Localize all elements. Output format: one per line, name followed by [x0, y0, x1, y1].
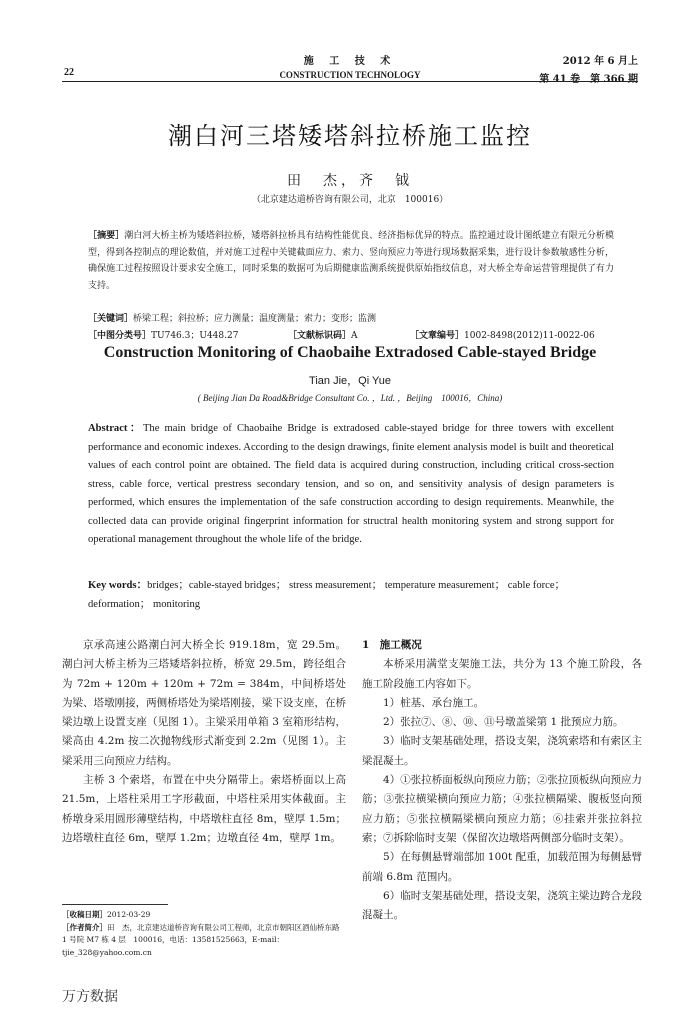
article-number-label: ［文章编号］ [410, 331, 465, 341]
authors-en: Tian Jie，Qi Yue [309, 375, 391, 387]
author-bio [62, 922, 346, 960]
page-number: 22 [64, 67, 74, 78]
journal-name-cn: 施 工 技 术 [303, 56, 397, 67]
received-value: 2012-03-29 [107, 910, 151, 919]
abstract-en-text: The main bridge of Chaobaihe Bridge is extradosed cable-stayed bridge for three towers with excellent performance and economic indexes. According to the design drawings, finite element analysis model is built and theoretical values of each control point are obtained. The field data is acquired during construction, including critical cross-section stress, cable force, vertical prestress secondary tension, and so on, and sensitivity analysis of design parameters is performed, which ensures the implementation of the safe construction according to design requirements. Meanwhile, the collected data can provide original fingerprint information for structral health monitoring system and strong support for operational management throughout the whole life of the bridge. [88, 423, 615, 546]
author-bio-label: ［作者简介］ [62, 922, 107, 932]
clc-value: TU746.3；U448.27 [151, 331, 239, 341]
clc-label: ［中图分类号］ [88, 331, 152, 341]
article-title-en: Construction Monitoring of Chaobaihe Extradosed Cable-stayed Bridge [103, 344, 597, 361]
doc-code-value: A [351, 331, 358, 341]
footnote-divider [62, 904, 168, 905]
received-label: ［收稿日期］ [62, 910, 107, 919]
keywords-cn-label: ［关键词］ [88, 314, 134, 324]
article-title-cn: 潮白河三塔矮塔斜拉桥施工监控 [168, 122, 532, 150]
body-left-column [62, 636, 346, 848]
author-bio-text: 田 杰，北京建达道桥咨询有限公司工程师，北京市朝阳区酒仙桥东路 1 号院 M7 栋 4 层 100016，电话：13581525663，E-mail：tjie_328@yahoo.com.cn [62, 922, 340, 957]
body-paragraph: 本桥采用满堂支架施工法，共分为 13 个施工阶段，各施工阶段施工内容如下。 [362, 658, 642, 690]
article-number-value: 1002-8498(2012)11-0022-06 [464, 331, 595, 341]
keywords-cn-text: 桥梁工程；斜拉桥；应力测量；温度测量；索力；变形；监测 [133, 314, 377, 324]
keywords-en [88, 577, 614, 614]
body-paragraph: 1）桩基、承台施工。 [383, 696, 485, 709]
keywords-en-text: bridges；cable-stayed bridges； stress measurement； temperature measurement； cable force； deformation； monitoring [88, 580, 566, 610]
abstract-en-label: Abstract： [88, 423, 143, 434]
footnote [62, 909, 346, 959]
abstract-en [88, 420, 614, 550]
journal-name [250, 52, 450, 80]
affiliation-cn: （北京建达道桥咨询有限公司，北京 100016） [251, 195, 449, 205]
volume-issue: 第 41 卷 第 366 期 [539, 74, 638, 85]
abstract-cn [88, 228, 614, 294]
body-right-column [362, 636, 642, 925]
body-paragraph: 京承高速公路潮白河大桥全长 919.18m，宽 29.5m。潮白河大桥主桥为三塔矮塔斜拉桥，桥宽 29.5m，跨径组合为 72m + 120m + 120m + 72m = 384m，中间桥塔处为梁、塔墩刚接，两侧桥塔处为梁塔刚接，梁下设支座，在桥梁边墩上设置支座（见图 1）。主梁采用单箱 3 室箱形结构，梁高由 4.2m 按二次抛物线形式渐变到 2.2m（见图 1）。主梁采用三向预应力结构。 [62, 639, 346, 767]
keywords-cn [88, 311, 614, 324]
clc-number [88, 328, 238, 341]
body-paragraph: 6）临时支架基础处理，搭设支架，浇筑主梁边跨合龙段混凝土。 [362, 889, 642, 922]
authors-cn: 田 杰，齐 钺 [287, 173, 413, 189]
watermark: 万方数据 [62, 989, 118, 1005]
received-date [62, 909, 346, 922]
issue-date: 2012 年 6 月上 [562, 56, 638, 67]
affiliation-en: ( Beijing Jian Da Road&Bridge Consultant Co. ，Ltd. ，Beijing 100016，China) [197, 393, 503, 403]
doc-code-label: ［文献标识码］ [288, 331, 352, 341]
body-paragraph: 4）①张拉桥面板纵向预应力筋；②张拉顶板纵向预应力筋；③张拉横梁横向预应力筋；④张拉横隔梁、腹板竖向预应力筋；⑤张拉横隔梁横向预应力筋；⑥挂索并张拉斜拉索；⑦拆除临时支架（保留次边墩塔两侧部分临时支架）。 [362, 774, 642, 844]
header-divider [62, 81, 638, 82]
body-paragraph: 5）在每侧悬臂端部加 100t 配重，加载范围为每侧悬臂前端 6.8m 范围内。 [362, 851, 642, 883]
section-heading: 1 施工概况 [362, 639, 422, 651]
abstract-cn-label: ［摘要］ [88, 231, 125, 241]
article-number [410, 328, 595, 341]
body-paragraph: 2）张拉⑦、⑧、⑩、⑪号墩盖梁第 1 批预应力筋。 [383, 716, 624, 729]
body-paragraph: 3）临时支架基础处理，搭设支架，浇筑索塔和有索区主梁混凝土。 [362, 735, 642, 767]
journal-name-en: CONSTRUCTION TECHNOLOGY [279, 70, 421, 80]
keywords-en-label: Key words： [88, 580, 148, 591]
body-paragraph: 主桥 3 个索塔，布置在中央分隔带上。索塔桥面以上高 21.5m，上塔柱采用工字形截面，中塔柱采用实体截面。主桥墩身采用圆形薄壁结构，中塔墩柱直径 8m，壁厚 1.5m；边塔墩柱直径 6m，壁厚 1.2m；边墩直径 4m，壁厚 1m。 [62, 774, 346, 844]
document-code [288, 328, 358, 341]
abstract-cn-text: 潮白河大桥主桥为矮塔斜拉桥，矮塔斜拉桥具有结构性能优良、经济指标优异的特点。监控通过设计图纸建立有限元分析模型，得到各控制点的理论数值，并对施工过程中关键截面应力、索力、竖向预应力等进行现场数据采集，进行设计参数敏感性分析，确保施工过程按照设计要求安全施工，同时采集的数据可为后期健康监测系统提供原始指纹信息，对大桥全寿命运营管理提供了有力支持。 [88, 231, 614, 291]
